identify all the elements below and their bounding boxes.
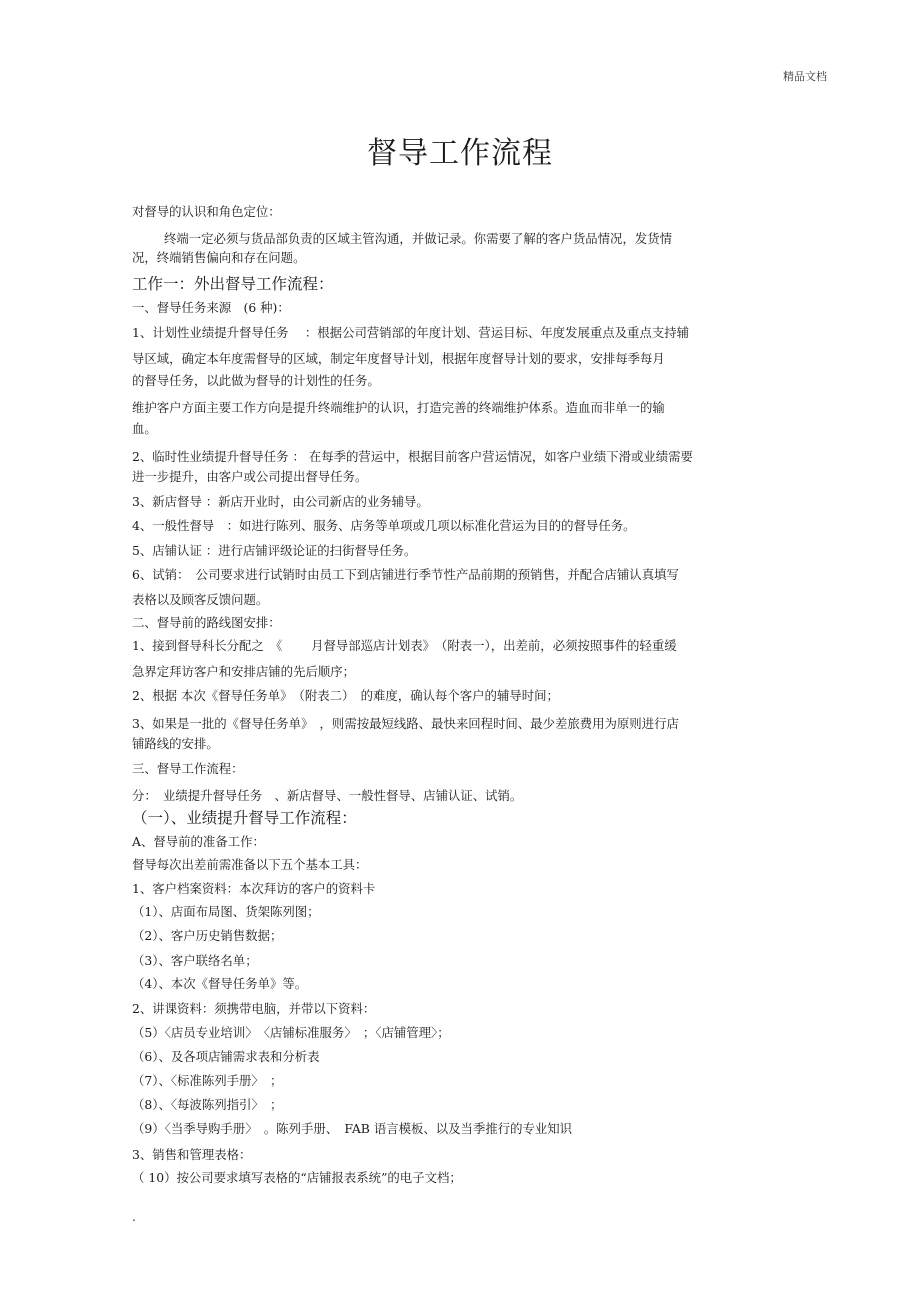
text-line: （2）、客户历史销售数据；	[132, 928, 283, 943]
text-line: 铺路线的安排。	[132, 736, 219, 751]
text-line: 表格以及顾客反馈问题。	[132, 592, 269, 607]
text-line: （3）、客户联络名单；	[132, 953, 258, 968]
text-line: （8）、〈每波陈列指引〉 ；	[132, 1097, 283, 1112]
text-line: 6、试销： 公司要求进行试销时由员工下到店铺进行季节性产品前期的预销售，并配合店铺认真填写	[132, 567, 679, 582]
text-line: 三、督导工作流程：	[132, 761, 244, 776]
text-line: 2、根据 本次《督导任务单》 （附表二） 的难度，确认每个客户的辅导时间；	[132, 688, 559, 703]
text-line: 工作一：外出督导工作流程：	[132, 275, 334, 293]
footer-mark: .	[132, 1210, 136, 1224]
text-line: （6）、及各项店铺需求表和分析表	[132, 1049, 320, 1064]
text-line: 5、店铺认证 ：进行店铺评级论证的扫街督导任务。	[132, 543, 417, 558]
text-line: （ 10）按公司要求填写表格的“店铺报表系统”的电子文档；	[132, 1170, 462, 1185]
text-line: 3、如果是一批的《督导任务单》 ，则需按最短线路、最快来回程时间、最少差旅费用为原则进行店	[132, 716, 679, 731]
text-line: 分： 业绩提升督导任务 、新店督导、一般性督导、店铺认证、试销。	[132, 788, 523, 803]
text-line: （1）、店面布局图、货架陈列图；	[132, 904, 320, 919]
text-line: 维护客户方面主要工作方向是提升终端维护的认识，打造完善的终端维护体系。造血而非单一的输	[132, 400, 665, 415]
page-title: 督导工作流程	[367, 136, 553, 171]
text-line: 进一步提升，由客户或公司提出督导任务。	[132, 469, 368, 484]
text-line: 3、新店督导 ：新店开业时，由公司新店的业务辅导。	[132, 494, 429, 509]
text-line: （7）、〈标准陈列手册〉 ；	[132, 1073, 283, 1088]
text-line: 1、客户档案资料：本次拜访的客户的资料卡	[132, 881, 376, 896]
text-line: （一）、业绩提升督导工作流程：	[132, 809, 357, 827]
text-line: 一、督导任务来源 (6 种)：	[132, 300, 290, 315]
text-line: （4）、本次《督导任务单》等。	[132, 976, 308, 991]
text-line: 1、接到督导科长分配之 《 月督导部巡店计划表》 （附表一），出差前，必须按照事件的轻重缓	[132, 638, 677, 653]
text-line: 二、督导前的路线图安排：	[132, 615, 281, 630]
text-line: 的督导任务，以此做为督导的计划性的任务。	[132, 373, 380, 388]
text-line: 血。	[132, 421, 157, 436]
text-line: 督导每次出差前需准备以下五个基本工具：	[132, 857, 368, 872]
text-line: 况，终端销售偏向和存在问题。	[132, 250, 306, 265]
text-line: 急界定拜访客户和安排店铺的先后顺序；	[132, 664, 356, 679]
header-tag: 精品文档	[783, 70, 827, 83]
text-line: （5）〈店员专业培训〉 〈店铺标准服务〉 ；〈店铺管理〉；	[132, 1025, 450, 1040]
text-line: 导区域，确定本年度需督导的区域，制定年度督导计划，根据年度督导计划的要求，安排每季每月	[132, 351, 665, 366]
text-line: 对督导的认识和角色定位：	[132, 204, 281, 219]
text-line: （9）〈当季导购手册〉 。陈列手册、 FAB 语言模板、以及当季推行的专业知识	[132, 1121, 573, 1136]
text-line: 2、讲课资料：须携带电脑，并带以下资料：	[132, 1001, 376, 1016]
text-line: 3、销售和管理表格：	[132, 1147, 252, 1162]
text-line: 1、计划性业绩提升督导任务 ：根据公司营销部的年度计划、营运目标、年度发展重点及重点支持辅	[132, 325, 690, 340]
text-line: 2、临时性业绩提升督导任务 ： 在每季的营运中，根据目前客户营运情况，如客户业绩下滑或业绩需要	[132, 449, 693, 464]
text-line: 终端一定必须与货品部负责的区域主管沟通，并做记录。你需要了解的客户货品情况，发货情	[164, 231, 673, 246]
text-line: A、督导前的准备工作：	[132, 834, 265, 849]
text-line: 4、一般性督导 ：如进行陈列、服务、店务等单项或几项以标准化营运为目的的督导任务。	[132, 518, 636, 533]
